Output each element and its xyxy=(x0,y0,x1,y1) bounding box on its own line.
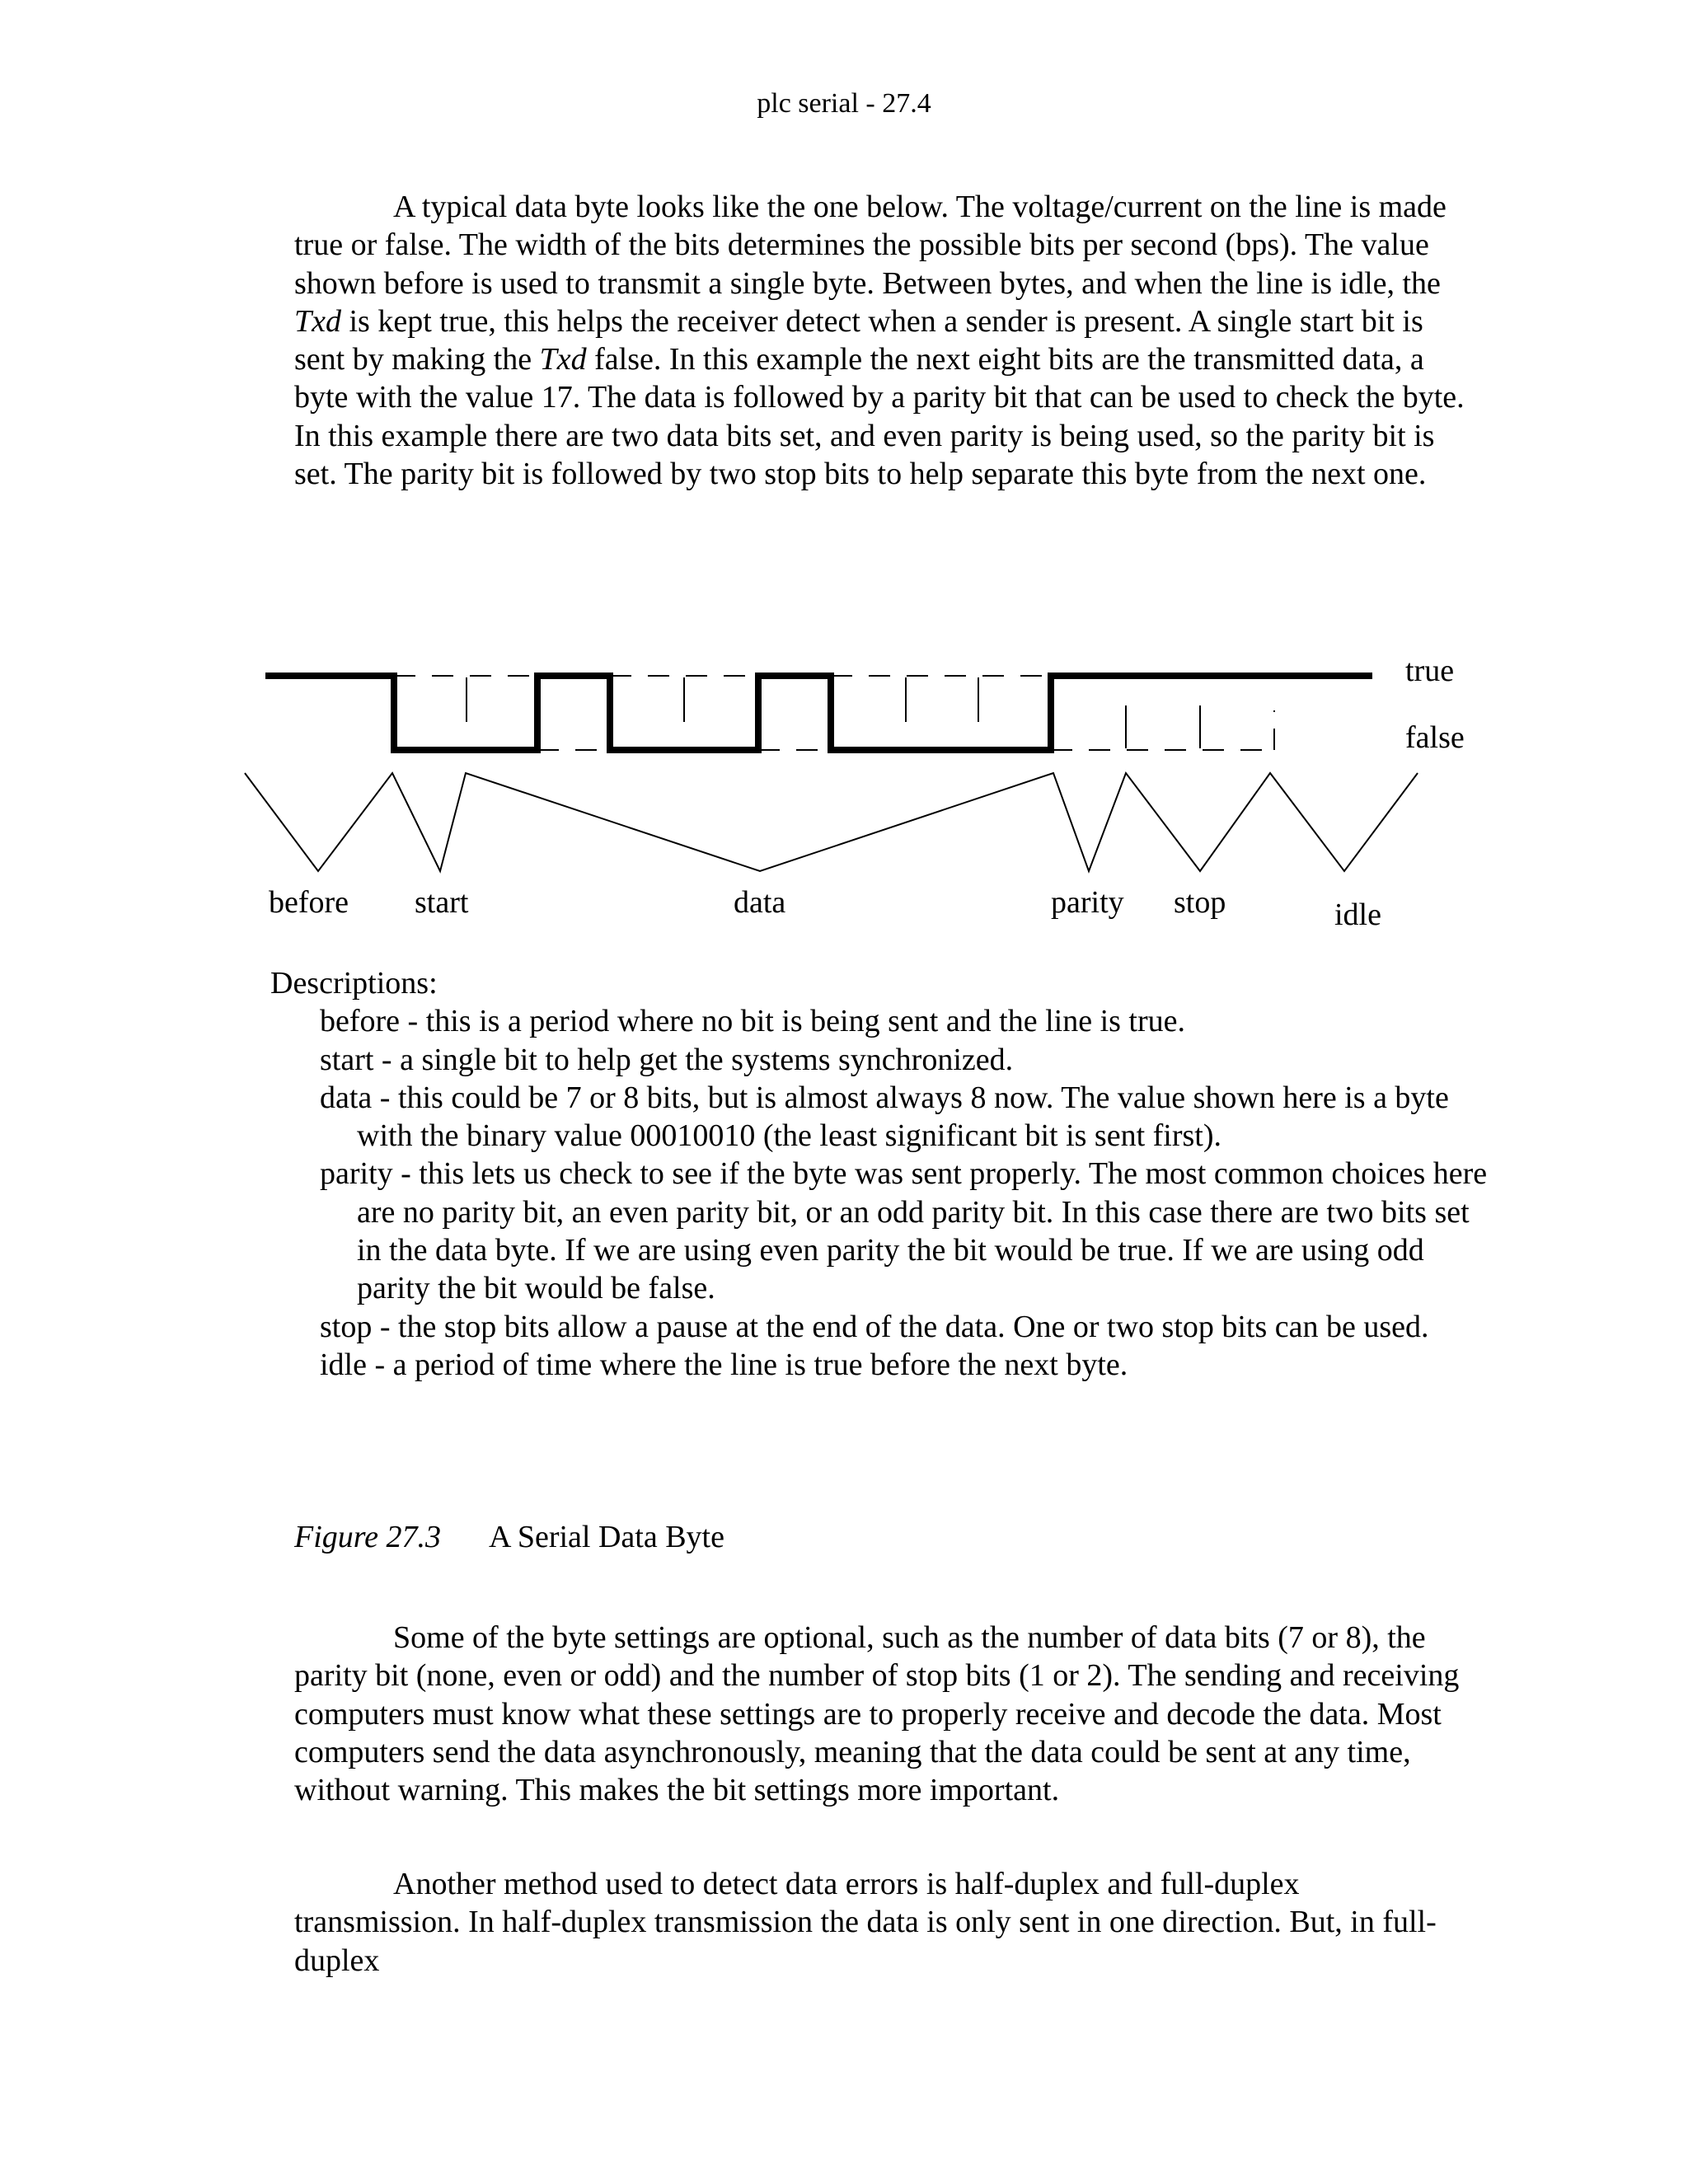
bit-label-before: before xyxy=(269,885,349,920)
description-idle: idle - a period of time where the line is true before the next byte. xyxy=(320,1347,1128,1382)
intro-text-1: A typical data byte looks like the one below. The voltage/current on the line is made true or false. The width of the bits determines the possible bits per second (bps). The value shown before is used to transmit a single byte. Between bytes, and when the line is idle, the xyxy=(294,190,1447,301)
txd-term: Txd xyxy=(294,303,341,339)
description-parity: parity - this lets us check to see if the byte was sent properly. The most common choices here are no parity bit, an even parity bit, or an odd parity bit. In this case there are two bits set in the data byte. If we are using even parity the bit would be true. If we are using odd parity the bit would be false. xyxy=(320,1156,1488,1306)
signal-waveform xyxy=(265,676,1372,750)
byte-settings-text: Some of the byte settings are optional, such as the number of data bits (7 or 8), the parity bit (none, even or odd) and the number of stop bits (1 or 2). The sending and receiving computers must know what these settings are to properly receive and decode the data. Most computers send the data asynchronously, meaning that the data could be sent at any time, without warning. This makes the bit settings more important. xyxy=(294,1620,1460,1808)
figure-title: A Serial Data Byte xyxy=(489,1520,724,1554)
duplex-text: Another method used to detect data errors is half-duplex and full-duplex transmission. In half-duplex transmission the data is only sent in one direction. But, in full-duplex xyxy=(294,1867,1437,1978)
description-start: start - a single bit to help get the systems synchronized. xyxy=(320,1042,1014,1077)
intro-text-3: false. In this example the next eight bits are the transmitted data, a byte with the value 17. The data is followed by a parity bit that can be used to check the byte. In this example there are two data bits set, and even parity is being used, so the parity bit is set. The parity bit is followed by two stop bits to help separate this byte from the next one. xyxy=(294,342,1465,492)
description-stop: stop - the stop bits allow a pause at the end of the data. One or two stop bits can be used. xyxy=(320,1309,1429,1344)
figure-caption xyxy=(294,1518,724,1556)
running-header: plc serial - 27.4 xyxy=(757,88,931,119)
description-before: before - this is a period where no bit is being sent and the line is true. xyxy=(320,1004,1186,1039)
level-label-false: false xyxy=(1405,720,1465,755)
intro-text-2: is kept true, this helps the receiver detect when a sender is present. A single start bit is sent by making the xyxy=(294,303,1423,377)
bit-label-idle: idle xyxy=(1334,898,1381,932)
serial-byte-diagram xyxy=(0,643,1688,948)
intro-paragraph xyxy=(294,188,1473,493)
description-data: data - this could be 7 or 8 bits, but is almost always 8 now. The value shown here is a byte with the binary value 00010010 (the least significant bit is sent first). xyxy=(320,1080,1449,1154)
bit-label-stop: stop xyxy=(1174,885,1226,920)
bit-label-data: data xyxy=(734,885,786,920)
duplex-paragraph xyxy=(294,1865,1473,1978)
level-label-true: true xyxy=(1405,654,1455,688)
bit-label-start: start xyxy=(415,885,469,920)
figure-number: Figure 27.3 xyxy=(294,1520,442,1554)
byte-settings-paragraph xyxy=(294,1619,1473,1809)
bit-group-brackets xyxy=(245,773,1418,871)
descriptions-title: Descriptions: xyxy=(270,966,438,1001)
bit-label-parity: parity xyxy=(1051,885,1124,920)
descriptions-block xyxy=(270,964,1490,1384)
descriptions-list xyxy=(270,1002,1490,1384)
txd-term: Txd xyxy=(539,342,587,377)
